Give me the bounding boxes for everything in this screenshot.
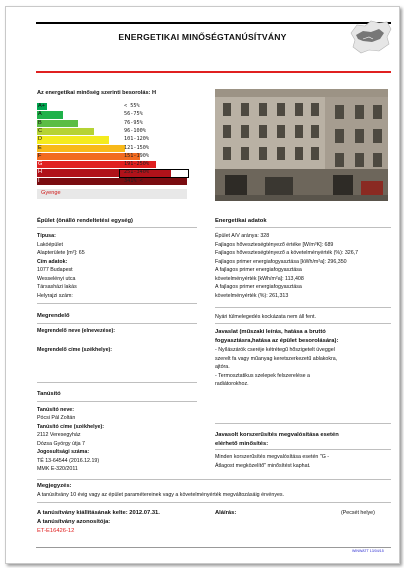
header-rule bbox=[36, 22, 391, 24]
scale-letter: D bbox=[38, 136, 43, 143]
auditor-address-label: Tanúsító címe (székhelye): bbox=[37, 423, 105, 430]
license-2: MMK E-320/2011 bbox=[37, 466, 78, 472]
energy-line-7: A fajlagos primer energiafogyasztása bbox=[215, 284, 302, 290]
notes-top-rule bbox=[37, 479, 391, 480]
energy-line-6: követelményérték [kWh/m²a]: 113,408 bbox=[215, 275, 304, 282]
address-street: Wesselényi utca bbox=[37, 275, 76, 282]
disclaimer-rule bbox=[215, 323, 391, 324]
building-use: Társasházi lakás bbox=[37, 284, 77, 290]
type-value: Lakóépület bbox=[37, 241, 63, 248]
reachable-rule bbox=[215, 449, 391, 450]
address-label: Cím adatok: bbox=[37, 258, 68, 265]
proposal-line-1: - Nyílászárók cseréje kétrétegű hőszigetelt üveggel bbox=[215, 347, 335, 353]
scale-range: 96-100% bbox=[124, 127, 146, 134]
reachable-top-rule bbox=[215, 423, 391, 424]
scale-bar-d bbox=[37, 136, 109, 143]
notes-text: A tanúsítvány 10 évig vagy az épület paramétereinek vagy a követelményérték megváltozásáig érvényes. bbox=[37, 491, 285, 498]
proposal-line-2: szerelt fa vagy műanyag keretszerkezetű ablakokra, bbox=[215, 355, 338, 362]
scale-letter: B bbox=[38, 119, 42, 126]
auditor-address-city: 2112 Veresegyház bbox=[37, 432, 81, 438]
client-name-label: Megrendelő neve (elnevezése): bbox=[37, 328, 116, 334]
scale-bar-aplus bbox=[37, 103, 47, 110]
proposal-heading-1: Javaslat (műszaki leírás, hatása a bruttó bbox=[215, 329, 326, 335]
type-label: Típusa: bbox=[37, 233, 56, 239]
building-photo bbox=[215, 89, 388, 201]
certificate-page bbox=[5, 6, 400, 564]
energy-line-1: Épület A/V aránya: 328 bbox=[215, 233, 270, 239]
address-city: 1077 Budapest bbox=[37, 267, 73, 273]
auditor-address-street: Dózsa György útja 7 bbox=[37, 440, 85, 447]
scale-bar-i bbox=[37, 178, 187, 185]
auditor-name: Pócsi Pál Zoltán bbox=[37, 415, 76, 421]
reachable-line-1: Minden korszerűsítés megvalósítása esetén "G - bbox=[215, 454, 330, 460]
energy-section-heading: Energetikai adatok bbox=[215, 218, 267, 224]
auditor-rule bbox=[37, 401, 197, 402]
certificate-id: ET-E16426-12 bbox=[37, 527, 75, 534]
building-rule bbox=[37, 227, 197, 228]
rating-value: Gyenge bbox=[41, 190, 61, 196]
auditor-top-rule bbox=[37, 382, 197, 383]
scale-bar-e bbox=[37, 145, 125, 152]
title-rule bbox=[36, 71, 391, 73]
notes-rule bbox=[37, 502, 391, 503]
scale-letter: A+ bbox=[38, 103, 45, 109]
scale-letter: E bbox=[38, 144, 42, 151]
issue-date: A tanúsítvány kiállításának kelte: 2012.07.31. bbox=[37, 510, 160, 516]
scale-range: 121-150% bbox=[124, 144, 149, 151]
building-section-heading: Épület (önálló rendeltetési egység) bbox=[37, 218, 133, 224]
license-1: TÉ 13-64544 (2016.12.19) bbox=[37, 457, 100, 464]
scale-bar-b bbox=[37, 120, 78, 127]
license-label: Jogosultsági száma: bbox=[37, 449, 90, 455]
scale-heading: Az energetikai minőség szerinti besorolás: H bbox=[37, 90, 157, 96]
energy-line-2: Fajlagos hőveszteségtényező értéke [W/m³K]: 689 bbox=[215, 241, 334, 248]
energy-line-4: Fajlagos primer energiafogyasztása [kWh/m²a]: 296,350 bbox=[215, 258, 347, 265]
proposal-line-4: - Termosztatikus szelepek felszerelése a bbox=[215, 372, 310, 379]
scale-range: 191-250% bbox=[124, 161, 149, 168]
energy-line-8: követelményérték (%): 261,313 bbox=[215, 292, 289, 299]
scale-letter: C bbox=[38, 127, 43, 134]
disclaimer-top-rule bbox=[215, 307, 391, 308]
scale-letter: G bbox=[38, 161, 43, 168]
scale-letter: A bbox=[38, 111, 42, 118]
scale-range: 251-340% bbox=[124, 169, 149, 176]
scale-range: 341% < bbox=[124, 177, 143, 184]
floor-area: Alapterülete [m²]: 65 bbox=[37, 250, 85, 256]
scale-range: < 55% bbox=[124, 103, 140, 109]
software-tag: WINWATT 13/04/15 bbox=[352, 549, 384, 553]
id-label: A tanúsítvány azonosítója: bbox=[37, 518, 111, 525]
client-rule bbox=[37, 323, 197, 324]
proposal-heading-2: fogyasztásra,hatása az épület besorolására): bbox=[215, 337, 339, 344]
stamp-placeholder: (Pecsét helye) bbox=[341, 510, 375, 516]
notes-heading: Megjegyzés: bbox=[37, 483, 72, 489]
reachable-heading-1: Javasolt korszerűsítés megvalósítása esetén bbox=[215, 432, 339, 438]
parcel-number: Helyrajzi szám: bbox=[37, 292, 73, 299]
scale-range: 56-75% bbox=[124, 111, 143, 118]
auditor-name-label: Tanúsító neve: bbox=[37, 406, 74, 413]
auditor-heading: Tanúsító bbox=[37, 391, 61, 397]
selected-class-marker bbox=[119, 169, 189, 178]
disclaimer: Nyári túlmelegedés kockázata nem áll fent. bbox=[215, 314, 316, 320]
client-top-rule bbox=[37, 303, 197, 304]
page-title: ENERGETIKAI MINŐSÉGTANÚSÍTVÁNY bbox=[118, 32, 287, 42]
scale-range: 101-120% bbox=[124, 136, 149, 143]
scale-bar-c bbox=[37, 128, 94, 135]
energy-line-3: Fajlagos hőveszteségtényező a követelményérték (%): 326,7 bbox=[215, 250, 359, 256]
reachable-heading-2: elérhető minősítés: bbox=[215, 440, 269, 447]
scale-letter: F bbox=[38, 152, 42, 159]
footer-rule bbox=[36, 547, 391, 548]
scale-range: 151-190% bbox=[124, 152, 149, 159]
signature-label: Aláírás: bbox=[215, 510, 237, 516]
proposal-line-5: radiátorokhoz. bbox=[215, 381, 249, 387]
client-heading: Megrendelő bbox=[37, 313, 70, 319]
proposal-line-3: ajtóra. bbox=[215, 364, 230, 370]
scale-bar-a bbox=[37, 111, 63, 118]
energy-rule bbox=[215, 227, 391, 228]
scale-letter: I bbox=[38, 177, 40, 184]
reachable-line-2: Átlagost megközelítő" minősítést kaphat. bbox=[215, 462, 311, 469]
client-address-label: Megrendelő címe (székhelye): bbox=[37, 347, 113, 353]
scale-range: 76-95% bbox=[124, 119, 143, 126]
energy-line-5: A fajlagos primer energiafogyasztása bbox=[215, 267, 302, 273]
scale-letter: H bbox=[38, 169, 43, 176]
